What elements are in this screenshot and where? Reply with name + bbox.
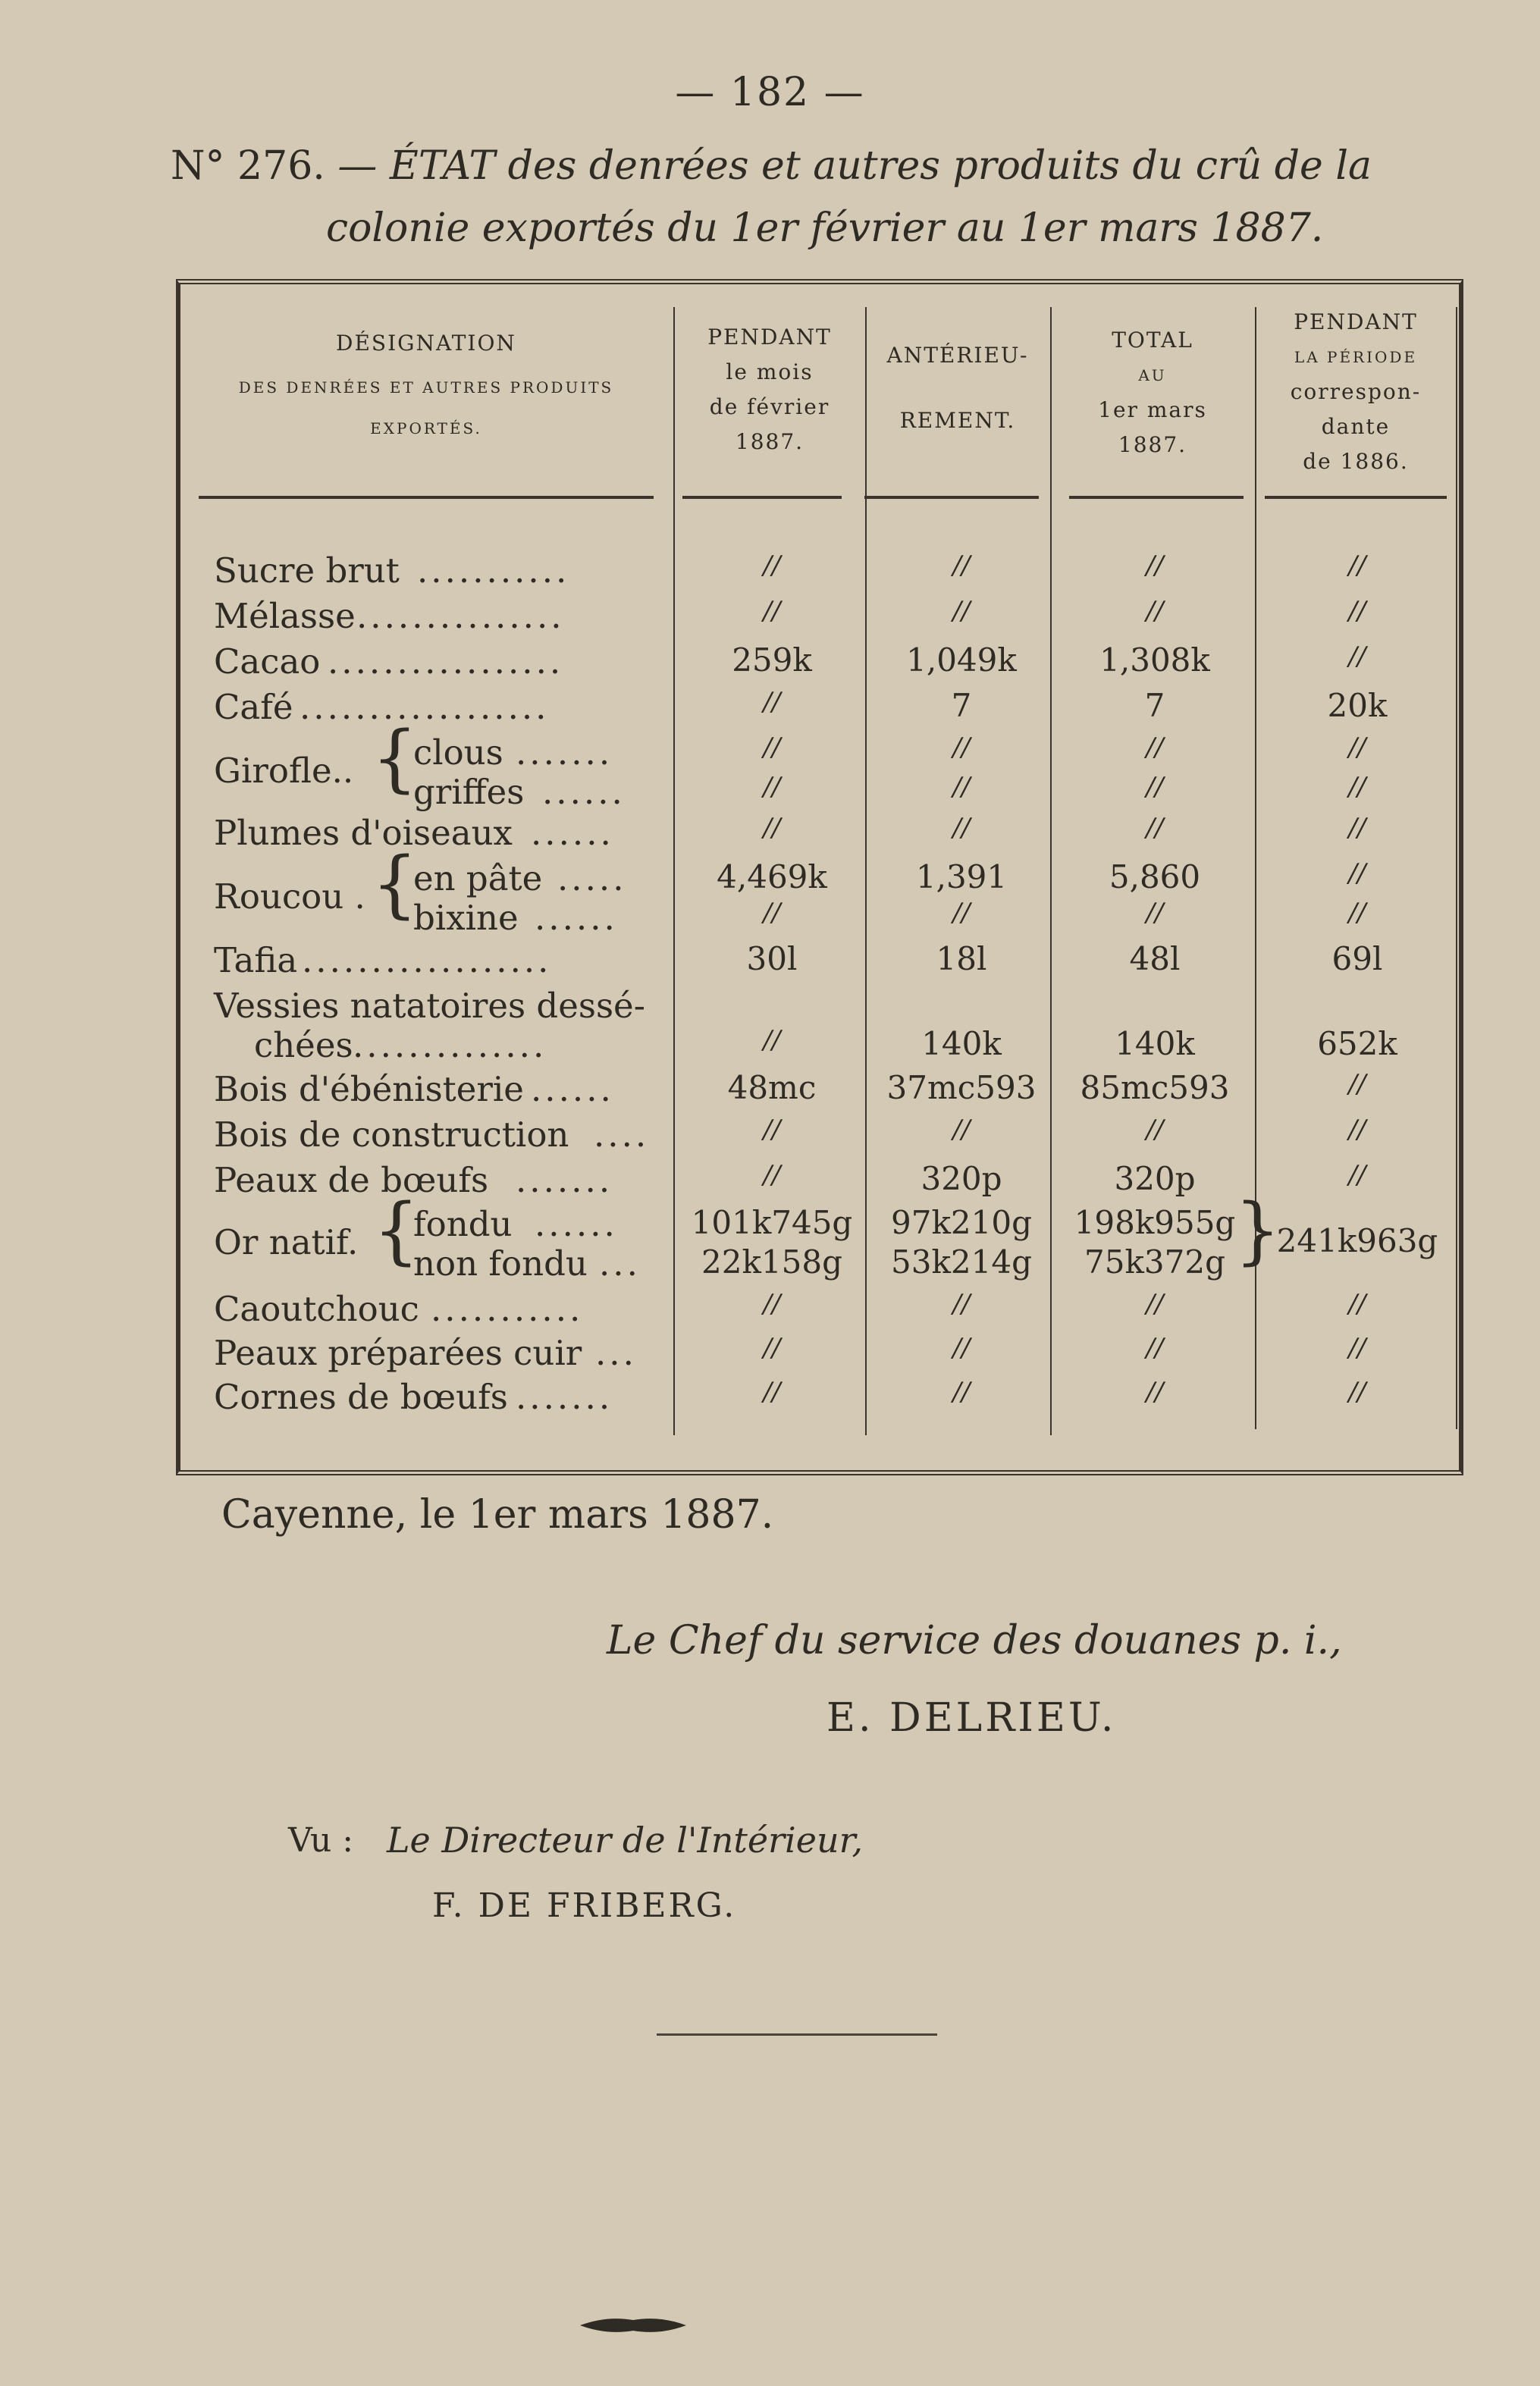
cell-month: // (763, 550, 781, 581)
leader-dots: ...... (542, 772, 626, 812)
header-total (1052, 323, 1253, 462)
cell-previous: // (1348, 1333, 1366, 1363)
table-row (0, 687, 1540, 732)
header-previous-line-3: correspon- (1290, 379, 1422, 404)
cell-total: // (1146, 813, 1164, 843)
cell-total: // (1146, 1333, 1164, 1363)
document-title (171, 135, 1505, 259)
brace-icon: { (373, 1188, 420, 1273)
cell-before: 140k (921, 1025, 1002, 1062)
row-label: Bois d'ébénisterie (214, 1069, 524, 1109)
header-month (675, 320, 864, 459)
cell-previous: 69l (1331, 940, 1383, 977)
cell-before: // (952, 596, 971, 626)
row-label: bixine (413, 898, 519, 938)
cell-month: // (763, 596, 781, 626)
cell-total: // (1146, 732, 1164, 763)
header-previous-line-5: de 1886. (1303, 449, 1409, 474)
header-rule (1069, 496, 1244, 499)
cell-month: // (763, 772, 781, 802)
cell-month: // (763, 687, 781, 717)
cell-previous: // (1348, 550, 1366, 581)
table-row (0, 813, 1540, 858)
header-before-line-2: REMENT. (899, 408, 1016, 433)
cell-month: 30l (746, 940, 798, 977)
header-month-line-4: 1887. (735, 429, 805, 454)
header-previous (1256, 305, 1455, 479)
header-rule (864, 496, 1039, 499)
table-row (0, 1333, 1540, 1378)
header-rule (682, 496, 842, 499)
cell-month: 259k (732, 641, 812, 679)
leader-dots: ....... (516, 732, 613, 773)
leader-dots: ....... (516, 1160, 613, 1200)
cell-previous: // (1348, 732, 1366, 763)
cell-before: 18l (936, 940, 987, 977)
header-rule (199, 496, 654, 499)
cell-total: // (1146, 772, 1164, 802)
row-label: Plumes d'oiseaux (214, 813, 513, 853)
row-label: Bois de construction (214, 1115, 569, 1155)
leader-dots: ............... (356, 596, 565, 636)
row-label: Tafia (214, 940, 298, 980)
table-row (0, 940, 1540, 986)
cell-total: // (1146, 1115, 1164, 1145)
leader-dots: ...... (535, 898, 618, 938)
cell-before: // (952, 898, 971, 928)
cell-previous: 20k (1327, 687, 1388, 724)
header-previous-line-2: LA PÉRIODE (1294, 348, 1418, 366)
cell-previous: // (1348, 1289, 1366, 1319)
header-total-line-4: 1887. (1118, 432, 1187, 457)
cell-month: // (763, 1333, 781, 1363)
cell-month: // (763, 1160, 781, 1190)
cell-before: // (952, 732, 971, 763)
table-row (0, 1069, 1540, 1115)
leader-dots: ...... (531, 813, 614, 853)
leader-dots: ...... (531, 1069, 614, 1109)
page-number: — 182 — (675, 70, 865, 115)
cell-before: // (952, 1289, 971, 1319)
leader-dots: ........... (417, 550, 570, 591)
cell-previous: // (1348, 772, 1366, 802)
cell-month: 4,469k (717, 858, 827, 895)
cell-before: // (952, 772, 971, 802)
cell-before: // (952, 813, 971, 843)
row-label: clous (413, 732, 503, 773)
cell-before: 37mc593 (886, 1069, 1037, 1106)
cell-month: // (763, 1377, 781, 1407)
cell-before: 97k210g (891, 1204, 1032, 1241)
seen-title: Le Directeur de l'Intérieur, (387, 1820, 864, 1861)
cell-before: 1,391 (915, 858, 1008, 895)
leader-dots: .................. (300, 687, 550, 727)
cell-total: // (1146, 898, 1164, 928)
ornament-icon (576, 2312, 690, 2338)
table-row (0, 1160, 1540, 1206)
leader-dots: ........... (431, 1289, 584, 1329)
cell-before: 7 (951, 687, 972, 724)
row-label: Vessies natatoires dessé- (214, 986, 645, 1026)
header-previous-line-1: PENDANT (1294, 309, 1418, 334)
row-group-label: Roucou . (214, 876, 365, 917)
cell-previous: // (1348, 596, 1366, 626)
header-previous-line-4: dante (1321, 414, 1391, 439)
cell-total: 48l (1129, 940, 1181, 977)
table-row (0, 1289, 1540, 1334)
cell-month: 101k745g (691, 1204, 853, 1241)
leader-dots: ... (595, 1333, 637, 1373)
table-row (0, 858, 1540, 904)
header-designation-line-3: EXPORTÉS. (370, 419, 482, 437)
cell-before: // (952, 1115, 971, 1145)
header-before (867, 338, 1049, 438)
leader-dots: .................. (302, 940, 552, 980)
cell-total: 75k372g (1084, 1243, 1225, 1281)
cell-previous: // (1348, 898, 1366, 928)
cell-month: // (763, 1289, 781, 1319)
table-row (0, 550, 1540, 596)
leader-dots: ...... (535, 1204, 618, 1244)
cell-month: // (763, 1025, 781, 1055)
end-rule (657, 2033, 937, 2036)
table-row (0, 596, 1540, 641)
brace-icon: { (372, 842, 419, 926)
cell-previous: // (1348, 858, 1366, 889)
cell-total: 320p (1114, 1160, 1196, 1197)
cell-total: 140k (1115, 1025, 1195, 1062)
table-row (0, 1377, 1540, 1422)
row-group-label: Girofle.. (214, 751, 354, 791)
cell-total: // (1146, 1377, 1164, 1407)
row-label: Peaux de bœufs (214, 1160, 489, 1200)
header-designation-line-1: DÉSIGNATION (336, 331, 516, 356)
cell-total: // (1146, 1289, 1164, 1319)
cell-previous: // (1348, 641, 1366, 672)
cell-before: 320p (921, 1160, 1002, 1197)
table-row (0, 1115, 1540, 1160)
chief-signature-name: E. DELRIEU. (826, 1695, 1117, 1741)
table-row-continued (0, 1025, 1540, 1071)
leader-dots: ..... (557, 858, 627, 898)
row-label: griffes (413, 772, 525, 812)
cell-previous: // (1348, 1115, 1366, 1145)
table-row (0, 732, 1540, 778)
row-label: Sucre brut (214, 550, 400, 591)
seen-label: Vu : (288, 1821, 354, 1860)
cell-previous: 652k (1317, 1025, 1397, 1062)
director-name: F. DE FRIBERG. (432, 1886, 737, 1925)
cell-total: // (1146, 596, 1164, 626)
row-label: Café (214, 687, 293, 727)
cell-total: 1,308k (1099, 641, 1210, 679)
brace-close-icon: } (1234, 1188, 1281, 1273)
row-label: Peaux préparées cuir (214, 1333, 582, 1373)
table-row (0, 898, 1540, 943)
row-label: non fondu (413, 1243, 588, 1284)
place-date: Cayenne, le 1er mars 1887. (221, 1492, 774, 1538)
leader-dots: ... (599, 1243, 641, 1284)
cell-previous: // (1348, 813, 1366, 843)
leader-dots: .... (594, 1115, 650, 1155)
cell-month: 48mc (727, 1069, 817, 1106)
document-number: N° 276. (171, 143, 325, 189)
header-designation-line-2: DES DENRÉES ET AUTRES PRODUITS (238, 378, 614, 397)
table-row (0, 772, 1540, 817)
cell-before: 1,049k (906, 641, 1017, 679)
header-month-line-3: de février (709, 394, 830, 419)
cell-total: 5,860 (1109, 858, 1201, 895)
row-label: Cacao (214, 641, 321, 682)
cell-previous: // (1348, 1160, 1366, 1190)
cell-before: // (952, 1377, 971, 1407)
cell-before: // (952, 1333, 971, 1363)
cell-total: // (1146, 550, 1164, 581)
cell-before: 53k214g (891, 1243, 1032, 1281)
leader-dots: ....... (516, 1377, 613, 1417)
header-total-line-3: 1er mars (1098, 397, 1207, 422)
row-label: Cornes de bœufs (214, 1377, 508, 1417)
cell-previous: 241k963g (1276, 1222, 1438, 1259)
title-line-1-text: — ÉTAT des denrées et autres produits du crû de la (337, 143, 1372, 189)
table-row (0, 986, 1540, 1031)
header-rule (1265, 496, 1447, 499)
row-label: en pâte (413, 858, 543, 898)
cell-previous: // (1348, 1069, 1366, 1099)
leader-dots: .............. (353, 1025, 547, 1065)
chief-title: Le Chef du service des douanes p. i., (607, 1618, 1342, 1663)
table-row (0, 641, 1540, 687)
cell-month: // (763, 813, 781, 843)
title-line-2: colonie exportés du 1er février au 1er mars 1887. (326, 205, 1324, 251)
header-before-line-1: ANTÉRIEU- (886, 343, 1029, 368)
cell-month: 22k158g (701, 1243, 842, 1281)
title-line-1 (171, 143, 1372, 189)
cell-previous: // (1348, 1377, 1366, 1407)
header-total-line-2: AU (1138, 366, 1167, 384)
leader-dots: ................. (328, 641, 564, 682)
header-total-line-1: TOTAL (1112, 328, 1193, 353)
header-month-line-1: PENDANT (707, 325, 832, 350)
brace-icon: { (372, 716, 419, 801)
row-label: fondu (413, 1204, 513, 1244)
cell-before: // (952, 550, 971, 581)
cell-total: 198k955g (1074, 1204, 1236, 1241)
row-label-continued: chées (254, 1025, 353, 1065)
header-designation (199, 326, 654, 446)
cell-total: 7 (1144, 687, 1165, 724)
row-label: Mélasse (214, 596, 356, 636)
row-label: Caoutchouc (214, 1289, 419, 1329)
header-month-line-2: le mois (726, 359, 814, 384)
cell-month: // (763, 898, 781, 928)
cell-total: 85mc593 (1080, 1069, 1230, 1106)
cell-month: // (763, 1115, 781, 1145)
row-group-label: Or natif. (214, 1222, 359, 1262)
cell-month: // (763, 732, 781, 763)
